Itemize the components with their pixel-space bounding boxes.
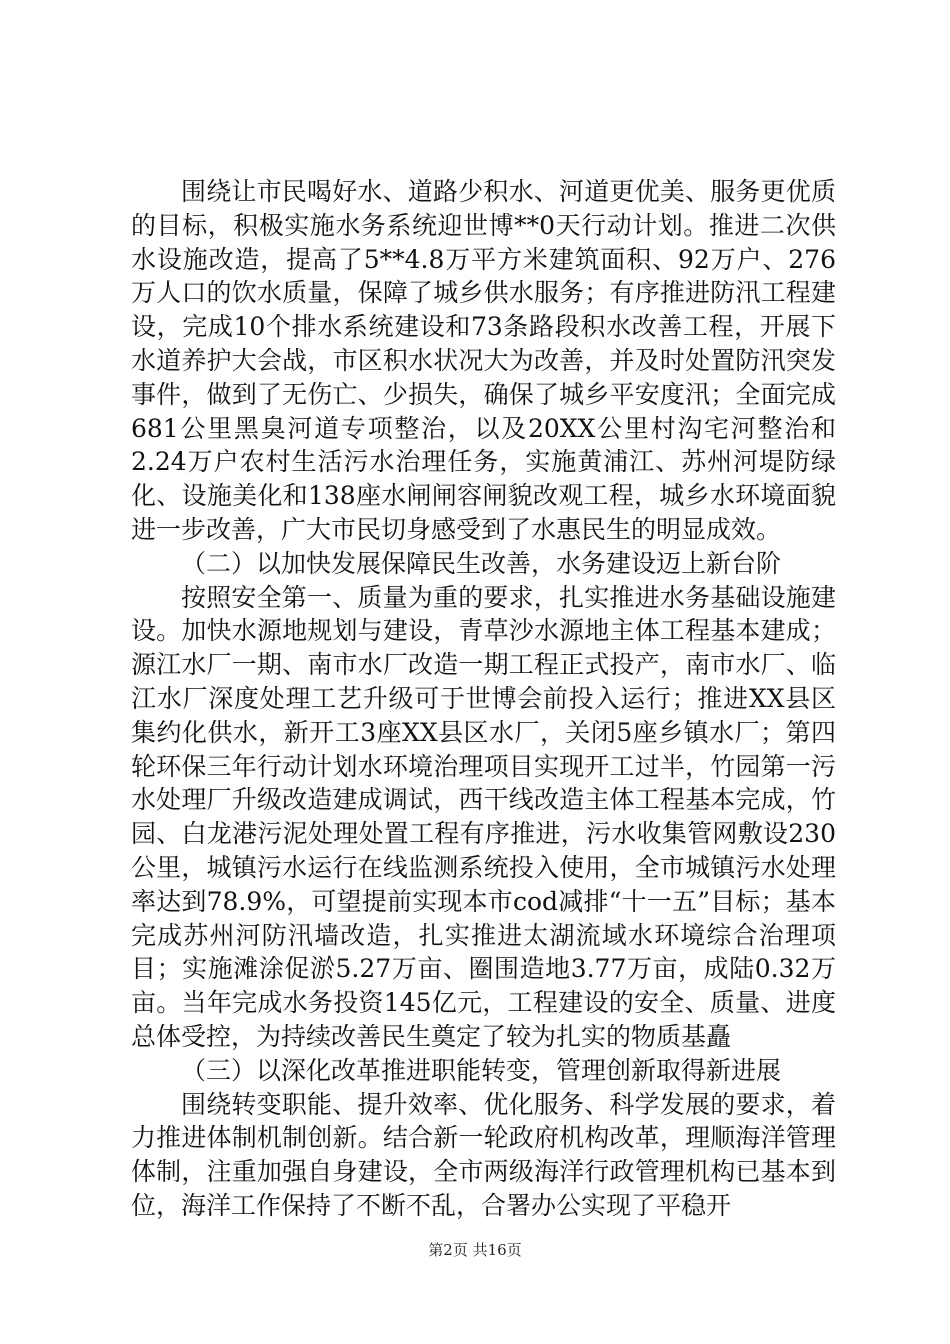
section-heading-2: （二）以加快发展保障民生改善，水务建设迈上新台阶 bbox=[181, 548, 782, 578]
paragraph-water-services: 围绕让市民喝好水、道路少积水、河道更优美、服务更优质的目标，积极实施水务系统迎世博**0天行动计划。推进二次供水设施改造，提高了5**4.8万平方米建筑面积、92万户、276万人口的饮水质量，保障了城乡供水服务；有序推进防汛工程建设，完成10个排水系统建设和73条路段积水改善工程，开展下水道养护大会战，市区积水状况大为改善，并及时处置防汛突发事件，做到了无伤亡、少损失，确保了城乡平安度汛；全面完成681公里黑臭河道专项整治，以及20XX公里村沟宅河整治和2.24万户农村生活污水治理任务，实施黄浦江、苏州河堤防绿化、设施美化和138座水闸闸容闸貌改观工程，城乡水环境面貌进一步改善，广大市民切身感受到了水惠民生的明显成效。 bbox=[131, 177, 836, 544]
document-body bbox=[131, 175, 836, 1223]
paragraph-reform: 围绕转变职能、提升效率、优化服务、科学发展的要求，着力推进体制机制创新。结合新一轮政府机构改革，理顺海洋管理体制，注重加强自身建设，全市两级海洋行政管理机构已基本到位，海洋工作保持了不断不乱，合署办公实现了平稳开 bbox=[131, 1089, 836, 1220]
section-heading-3: （三）以深化改革推进职能转变，管理创新取得新进展 bbox=[181, 1055, 782, 1085]
paragraph-water-construction: 按照安全第一、质量为重的要求，扎实推进水务基础设施建设。加快水源地规划与建设，青草沙水源地主体工程基本建成；源江水厂一期、南市水厂改造一期工程正式投产，南市水厂、临江水厂深度处理工艺升级可于世博会前投入运行；推进XX县区集约化供水，新开工3座XX县区水厂，关闭5座乡镇水厂；第四轮环保三年行动计划水环境治理项目实现开工过半，竹园第一污水处理厂升级改造建成调试，西干线改造主体工程基本完成，竹园、白龙港污泥处理处置工程有序推进，污水收集管网敷设230公里，城镇污水运行在线监测系统投入使用，全市城镇污水处理率达到78.9%，可望提前实现本市cod减排“十一五”目标；基本完成苏州河防汛墙改造，扎实推进太湖流域水环境综合治理项目；实施滩涂促淤5.27万亩、圈围造地3.77万亩，成陆0.32万亩。当年完成水务投资145亿元，工程建设的安全、质量、进度总体受控，为持续改善民生奠定了较为扎实的物质基矗 bbox=[131, 582, 836, 1051]
page-number-footer: 第2页 共16页 bbox=[428, 1241, 522, 1259]
